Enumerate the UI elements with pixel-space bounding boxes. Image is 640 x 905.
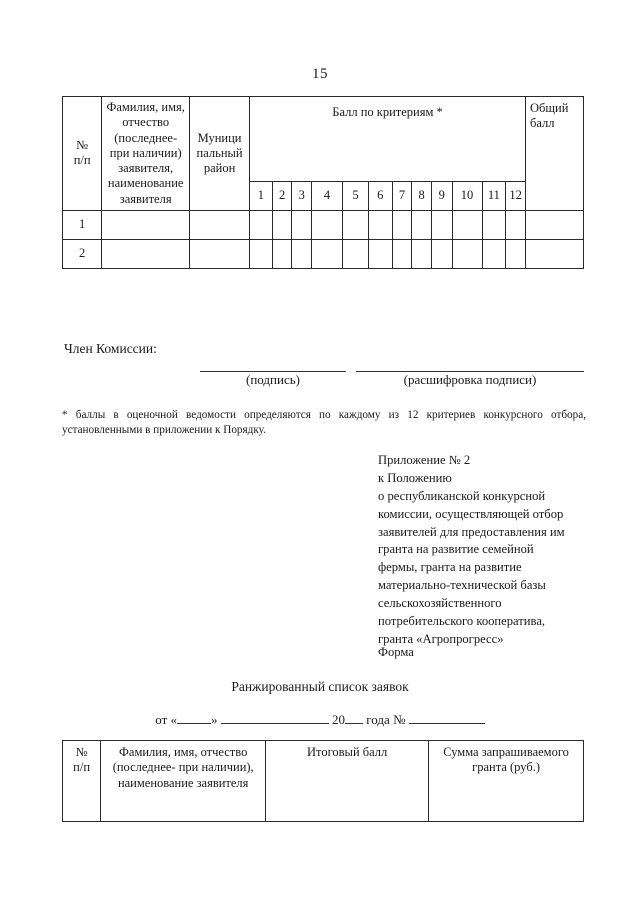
criteria-column-4: 4 [312,181,343,210]
date-year-prefix: 20 [332,712,346,727]
date-day-blank[interactable] [177,723,211,724]
row-applicant-name[interactable] [102,210,190,239]
date-quote-close: » [211,712,218,727]
row-score-1[interactable] [250,210,273,239]
date-line [0,712,640,728]
ranked-header-number-line2: п/п [73,760,91,775]
date-year-suffix: года № [366,712,406,727]
row-score-8[interactable] [412,210,432,239]
form-label: Форма [378,645,414,659]
header-cell-municipal-district: Муници пальный район [190,97,250,211]
ranked-header-grant-sum: Сумма запрашиваемого гранта (руб.) [429,741,584,822]
ranked-header-number-line1: № [75,745,88,759]
criteria-column-12: 12 [506,181,526,210]
header-cell-applicant-name: Фамилия, имя, отчество (последнее- при наличии) заявителя, наименование заявителя [102,97,190,211]
document-number-blank[interactable] [409,723,485,724]
appendix-line-11: гранта «Агропрогресс» [378,631,504,646]
header-cell-criteria-group: Балл по критериям * [250,97,526,182]
row-total-score[interactable] [526,210,584,239]
ranked-header-row [63,741,584,822]
appendix-line-3: о республиканской конкурсной [378,488,546,503]
criteria-column-3: 3 [292,181,312,210]
row-score-7[interactable] [392,239,412,268]
appendix-line-2: к Положению [378,470,452,485]
row-applicant-name[interactable] [102,239,190,268]
appendix-line-6: гранта на развитие семейной [378,542,534,557]
row-score-5[interactable] [343,210,369,239]
date-prefix: от « [155,712,178,727]
row-score-2[interactable] [272,239,292,268]
row-score-11[interactable] [482,239,506,268]
header-cell-total-score: Общий балл [526,97,584,211]
header-number-line1: № [76,138,89,153]
row-score-6[interactable] [368,239,392,268]
row-score-9[interactable] [431,210,452,239]
document-title: Ранжированный список заявок [231,679,409,694]
row-total-score[interactable] [526,239,584,268]
appendix-line-4: комиссии, осуществляющей отбор [378,506,564,521]
row-score-2[interactable] [272,210,292,239]
scoring-header-row-top [63,97,584,182]
criteria-column-2: 2 [272,181,292,210]
row-score-8[interactable] [412,239,432,268]
row-score-12[interactable] [506,210,526,239]
date-year-blank[interactable] [345,723,363,724]
header-number-line2: п/п [73,153,91,168]
row-score-4[interactable] [312,210,343,239]
row-score-4[interactable] [312,239,343,268]
scoring-table [62,96,584,269]
row-score-3[interactable] [292,210,312,239]
signature-caption: (подпись) [246,372,300,387]
row-score-1[interactable] [250,239,273,268]
date-month-blank[interactable] [221,723,329,724]
row-score-7[interactable] [392,210,412,239]
criteria-column-10: 10 [452,181,482,210]
criteria-column-8: 8 [412,181,432,210]
ranked-list-table [62,740,584,822]
row-municipal-district[interactable] [190,239,250,268]
commission-member-label: Член Комиссии: [64,341,157,356]
appendix-line-5: заявителей для предоставления им [378,524,565,539]
signature-transcript-caption: (расшифровка подписи) [403,372,537,387]
criteria-column-5: 5 [343,181,369,210]
appendix-line-7: фермы, гранта на развитие [378,560,522,575]
row-score-3[interactable] [292,239,312,268]
ranked-header-number [63,741,101,822]
row-number: 1 [63,210,102,239]
row-score-11[interactable] [482,210,506,239]
row-score-10[interactable] [452,210,482,239]
criteria-column-6: 6 [368,181,392,210]
header-cell-number [63,97,102,211]
criteria-column-9: 9 [431,181,452,210]
row-number: 2 [63,239,102,268]
ranked-header-applicant-name: Фамилия, имя, отчество (последнее- при наличии), наименование заявителя [101,741,266,822]
appendix-reference-block [378,452,593,649]
ranked-header-total-score: Итоговый балл [266,741,429,822]
row-score-6[interactable] [368,210,392,239]
row-score-12[interactable] [506,239,526,268]
appendix-line-10: потребительского кооператива, [378,613,546,628]
row-score-5[interactable] [343,239,369,268]
footnote-text: * баллы в оценочной ведомости определяются по каждому из 12 критериев конкурсного отбора, установленными в приложении к Порядку. [62,409,586,437]
row-score-9[interactable] [431,239,452,268]
criteria-column-1: 1 [250,181,273,210]
table-row [63,210,584,239]
appendix-line-9: сельскохозяйственного [378,596,502,610]
criteria-column-7: 7 [392,181,412,210]
appendix-line-8: материально-технической базы [378,578,546,593]
criteria-column-11: 11 [482,181,506,210]
row-score-10[interactable] [452,239,482,268]
row-municipal-district[interactable] [190,210,250,239]
page-number: 15 [312,66,328,82]
appendix-line-1: Приложение № 2 [378,453,471,467]
table-row [63,239,584,268]
